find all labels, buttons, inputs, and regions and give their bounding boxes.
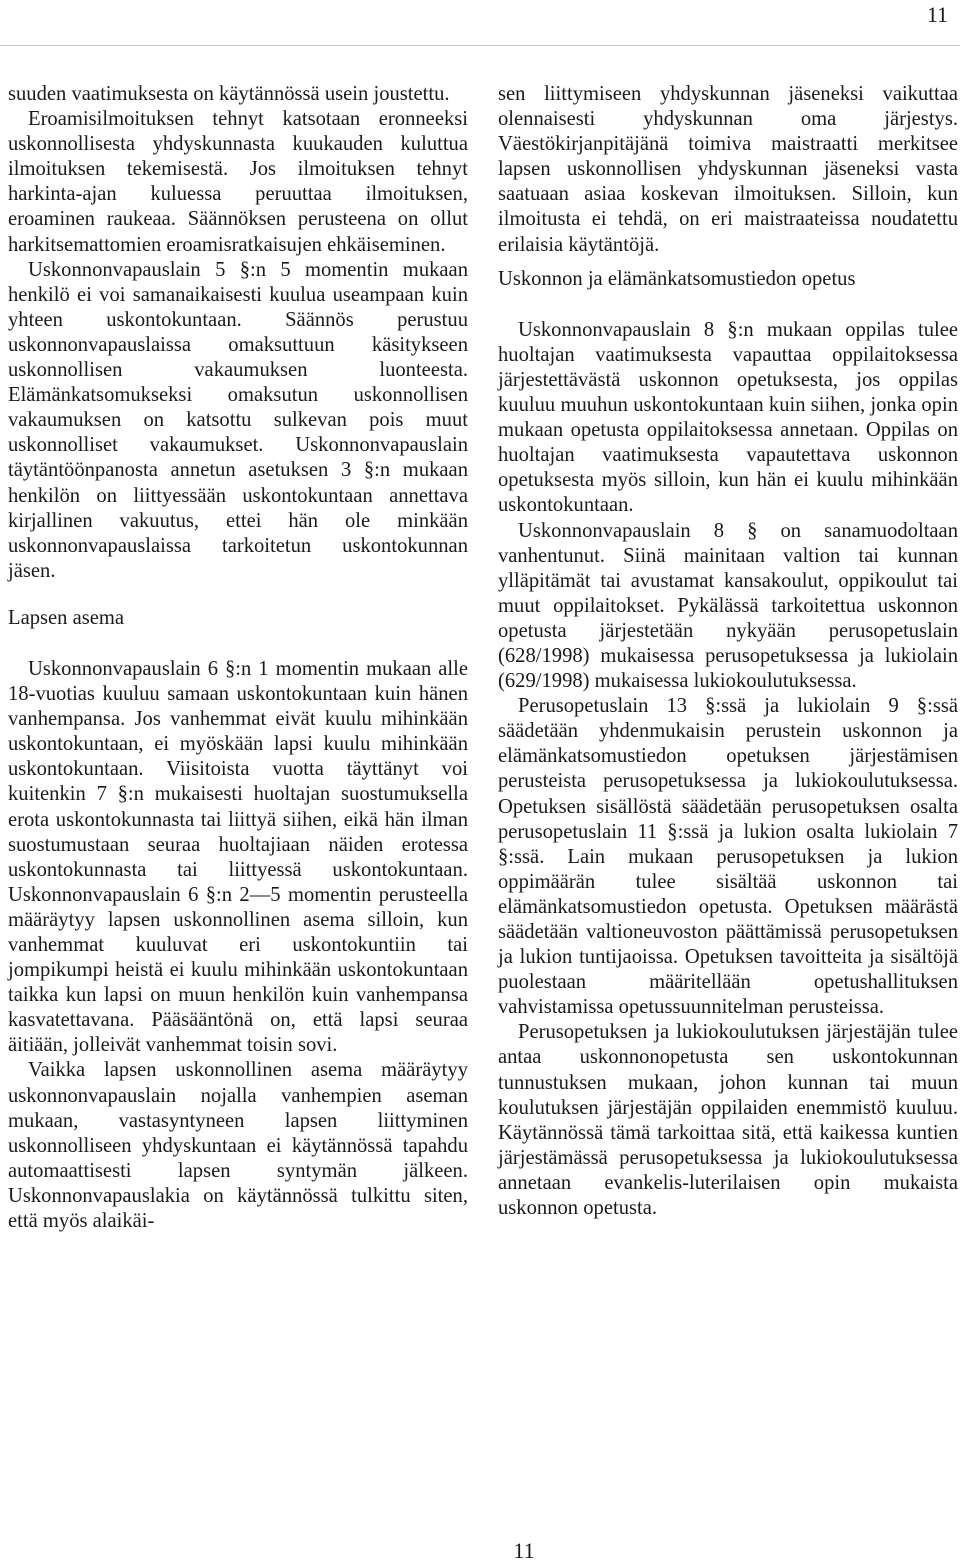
page-number-bottom: 11 — [513, 1538, 535, 1563]
right-paragraph-5: Perusopetuksen ja lukiokoulutuksen järjestäjän tulee antaa uskonnonopetusta sen uskontokunnan tunnustuksen mukaan, johon kunnan tai muun koulutuksen järjestäjän oppilaiden enemmistö kuuluu. Käytännössä tämä tarkoittaa sitä, että kaikessa kuntien järjestämässä perusopetuksessa ja lukiokoulutuksessa annetaan evankelis-luterilaisen opin mukaista uskonnon opetusta. — [498, 1021, 958, 1220]
right-paragraph-2: Uskonnonvapauslain 8 §:n mukaan oppilas tulee huoltajan vaatimuksesta vapauttaa oppilaitoksessa järjestettävästä uskonnon opetuksesta, jos oppilas kuuluu muuhun uskontokuntaan kuin siihen, jonka opin mukaan opetusta oppilaitoksessa annetaan. Oppilas on huoltajan vaatimuksesta vapautettava uskonnon opetuksesta myös silloin, kun hän ei kuulu mihinkään uskontokuntaan. — [498, 318, 958, 517]
left-column — [8, 82, 468, 1234]
section-heading-lapsen-asema: Lapsen asema — [8, 606, 125, 629]
section-heading-uskonnon-opetus: Uskonnon ja elämänkatsomustiedon opetus — [498, 267, 856, 290]
left-paragraph-2: Eroamisilmoituksen tehnyt katsotaan eronneeksi uskonnollisesta yhdyskunnasta kuukauden kuluttua ilmoituksen tekemisestä. Jos ilmoituksen tehnyt harkinta-ajan kuluessa peruuttaa ilmoituksen, eroaminen raukeaa. Säännöksen perusteena on ollut harkitsemattomien eroamisratkaisujen ehkäiseminen. — [8, 108, 468, 256]
right-paragraph-4: Perusopetuslain 13 §:ssä ja lukiolain 9 §:ssä säädetään yhdenmukaisin perustein uskonnon ja elämänkatsomustiedon opetuksen järjestämisen perusteista perusopetuksessa ja lukiokoulutuksessa. Opetuksen sisällöstä säädetään perusopetuksen osalta perusopetuslain 11 §:ssä ja lukion osalta lukiolain 7 §:ssä. Lain mukaan perusopetuksen ja lukion oppimäärän tulee sisältää uskonnon tai elämänkatsomustiedon opetusta. Opetuksen määrästä säädetään valtioneuvoston päättämissä perusopetuksen ja lukion tuntijaoissa. Opetuksen tavoitteita ja sisältöjä puolestaan määritellään opetushallituksen vahvistamissa opetussuunnitelman perusteissa. — [498, 695, 958, 1019]
left-paragraph-4: Uskonnonvapauslain 6 §:n 1 momentin mukaan alle 18-vuotias kuuluu samaan uskontokuntaan kuin hänen vanhempansa. Jos vanhemmat eivät kuulu mihinkään uskontokuntaan, ei myöskään lapsi kuulu mihinkään uskontokuntaan. Viisitoista vuotta täyttänyt voi kuitenkin 7 §:n mukaisesti huoltajan suostumuksella erota uskontokunnasta tai liittyä siihen, eikä hän ilman suostumustaan seuraa huoltajiaan näiden erotessa uskontokunnasta tai liittyessä uskontokuntaan. Uskonnonvapauslain 6 §:n 2—5 momentin perusteella määräytyy lapsen uskonnollinen asema silloin, kun vanhemmat kuuluvat eri uskontokuntiin tai jompikumpi heistä ei kuulu mihinkään uskontokuntaan taikka kun lapsi on muun henkilön kuin vanhempansa kasvatettavana. Pääsääntönä on, että lapsi seuraa äitiään, jolleivät vanhemmat toisin sovi. — [8, 657, 468, 1057]
left-paragraph-3: Uskonnonvapauslain 5 §:n 5 momentin mukaan henkilö ei voi samanaikaisesti kuulua useampaan kuin yhteen uskontokuntaan. Säännös perustuu uskonnonvapauslaissa omaksuttuun käsitykseen uskonnollisen vakaumuksen luonteesta. Elämänkatsomukseksi omaksutun uskonnollisen vakaumuksen on katsottu sulkevan pois muut uskonnolliset vakaumukset. Uskonnonvapauslain täytäntöönpanosta annetun asetuksen 3 §:n mukaan henkilön on liittyessään uskontokuntaan annettava kirjallinen vakuutus, ettei hän ole minkään uskonnonvapauslaissa tarkoitetun uskontokunnan jäsen. — [8, 258, 468, 582]
page-number-top: 11 — [926, 2, 948, 27]
header-divider — [0, 45, 960, 46]
right-paragraph-1: sen liittymiseen yhdyskunnan jäseneksi vaikuttaa olennaisesti yhdyskunnan oma järjestys. Väestökirjanpitäjänä toimiva maistraatti merkitsee lapsen uskonnollisen yhdyskunnan jäseneksi vasta saatuaan asiaa koskevan ilmoituksen. Silloin, kun ilmoitusta ei tehdä, on eri maistraateissa noudatettu erilaisia käytäntöjä. — [498, 83, 958, 256]
left-paragraph-5: Vaikka lapsen uskonnollinen asema määräytyy uskonnonvapauslain nojalla vanhempien aseman mukaan, vastasyntyneen lapsen liittyminen uskonnolliseen yhdyskuntaan ei käytännössä tapahdu automaattisesti lapsen syntymän jälkeen. Uskonnonvapauslakia on käytännössä tulkittu siten, että myös alaikäi- — [8, 1059, 468, 1233]
right-paragraph-3: Uskonnonvapauslain 8 § on sanamuodoltaan vanhentunut. Siinä mainitaan valtion tai kunnan ylläpitämät tai avustamat kansakoulut, oppikoulut tai muut oppilaitokset. Pykälässä tarkoitettua uskonnon opetusta järjestetään nykyään perusopetuslain (628/1998) mukaisessa perusopetuksessa ja lukiolain (629/1998) mukaisessa lukiokoulutuksessa. — [498, 519, 958, 693]
left-paragraph-1: suuden vaatimuksesta on käytännössä usein joustettu. — [8, 83, 450, 105]
right-column — [498, 82, 958, 1221]
